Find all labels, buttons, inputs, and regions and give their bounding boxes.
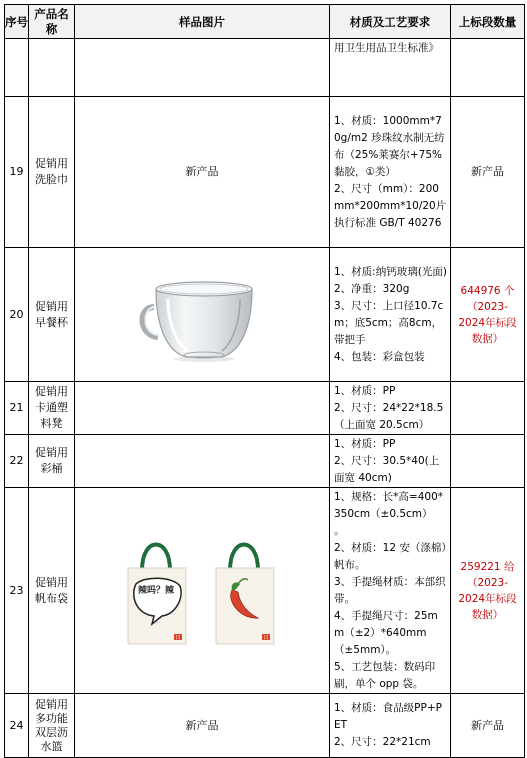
row-material — [330, 488, 451, 694]
row-qty: 新产品 — [451, 97, 525, 248]
row-image — [75, 248, 330, 382]
material-line: 1、材质：1000mm*70g/m2 珍珠纹水制无纺布（25%莱赛尔+75%黏胶，①类） — [334, 115, 445, 178]
row-material — [330, 382, 451, 435]
row-material — [330, 435, 451, 488]
material-line: 3、手提绳材质：本部织带。 — [334, 576, 446, 605]
row-qty — [451, 382, 525, 435]
material-line: 1、规格：长*高=400*350cm（±0.5cm） 。 — [334, 491, 444, 537]
row-no: 22 — [5, 435, 29, 488]
material-line: 2、净重：320g — [334, 283, 410, 295]
material-line: 2、尺寸：24*22*18.5（上面宽 20.5cm） — [334, 402, 444, 431]
header-name: 产品名称 — [29, 5, 75, 39]
product-table — [4, 4, 525, 758]
material-line: 1、材质：PP — [334, 438, 396, 450]
row-image — [75, 382, 330, 435]
row-no: 23 — [5, 488, 29, 694]
row-no — [5, 39, 29, 97]
table-row — [5, 488, 525, 694]
row-name: 促销用洗脸巾 — [29, 97, 75, 248]
table-row — [5, 694, 525, 758]
row-image — [75, 435, 330, 488]
row-name: 促销用帆布袋 — [29, 488, 75, 694]
row-name: 促销用彩桶 — [29, 435, 75, 488]
row-qty — [451, 435, 525, 488]
row-image — [75, 488, 330, 694]
row-image — [75, 39, 330, 97]
table-header-row — [5, 5, 525, 39]
row-image: 新产品 — [75, 694, 330, 758]
row-qty — [451, 39, 525, 97]
bag-left-logo: 日 — [175, 634, 181, 641]
row-name — [29, 39, 75, 97]
table-row — [5, 435, 525, 488]
row-material — [330, 97, 451, 248]
row-name: 促销用早餐杯 — [29, 248, 75, 382]
row-qty: 259221 给（2023-2024年标段数据） — [451, 488, 525, 694]
table-row — [5, 248, 525, 382]
material-line: 2、尺寸：30.5*40(上面宽 40cm) — [334, 455, 440, 484]
material-line: 2、尺寸（mm）：200mm*200mm*10/20片 执行标准 GB/T 40276 — [334, 183, 447, 229]
material-line: 5、工艺包装：数码印刷，单个 opp 袋。 — [334, 661, 436, 690]
material-line: 4、手提绳尺寸：25mm（±2）*640mm（±5mm）。 — [334, 610, 438, 656]
material-line: 4、包装：彩盒包装 — [334, 351, 425, 363]
material-line: 1、材质:纳钙玻璃(光面) — [334, 266, 447, 278]
row-no: 19 — [5, 97, 29, 248]
material-line: 2、尺寸：22*21cm — [334, 736, 431, 748]
table-row — [5, 39, 525, 97]
row-no: 24 — [5, 694, 29, 758]
row-qty: 新产品 — [451, 694, 525, 758]
row-material — [330, 694, 451, 758]
glass-cup-image — [132, 265, 272, 365]
row-material — [330, 248, 451, 382]
material-line: 1、材质：PP — [334, 385, 396, 397]
material-line: 1、材质：食品级PP+PET — [334, 702, 442, 731]
header-no: 序号 — [5, 5, 29, 39]
row-material — [330, 39, 451, 97]
material-line: 用卫生用品卫生标准》 — [334, 42, 439, 54]
material-line: 3、尺寸：上口径10.7cm；底5cm；高8cm，带把手 — [334, 300, 444, 346]
row-name: 促销用多功能双层沥水篮 — [29, 694, 75, 758]
row-name: 促销用卡通塑料凳 — [29, 382, 75, 435]
row-image: 新产品 — [75, 97, 330, 248]
bag-right-logo: 日 — [263, 634, 269, 641]
table-row — [5, 382, 525, 435]
row-no: 21 — [5, 382, 29, 435]
material-line: 2、材质：12 安（涤棉）帆布。 — [334, 542, 447, 571]
row-qty: 644976 个（2023-2024年标段数据） — [451, 248, 525, 382]
canvas-bag-image — [122, 532, 282, 650]
header-image: 样品图片 — [75, 5, 330, 39]
table-row — [5, 97, 525, 248]
header-material: 材质及工艺要求 — [330, 5, 451, 39]
header-qty: 上标段数量 — [451, 5, 525, 39]
bag-left-caption: 辣吗？辣 — [137, 585, 175, 596]
row-no: 20 — [5, 248, 29, 382]
